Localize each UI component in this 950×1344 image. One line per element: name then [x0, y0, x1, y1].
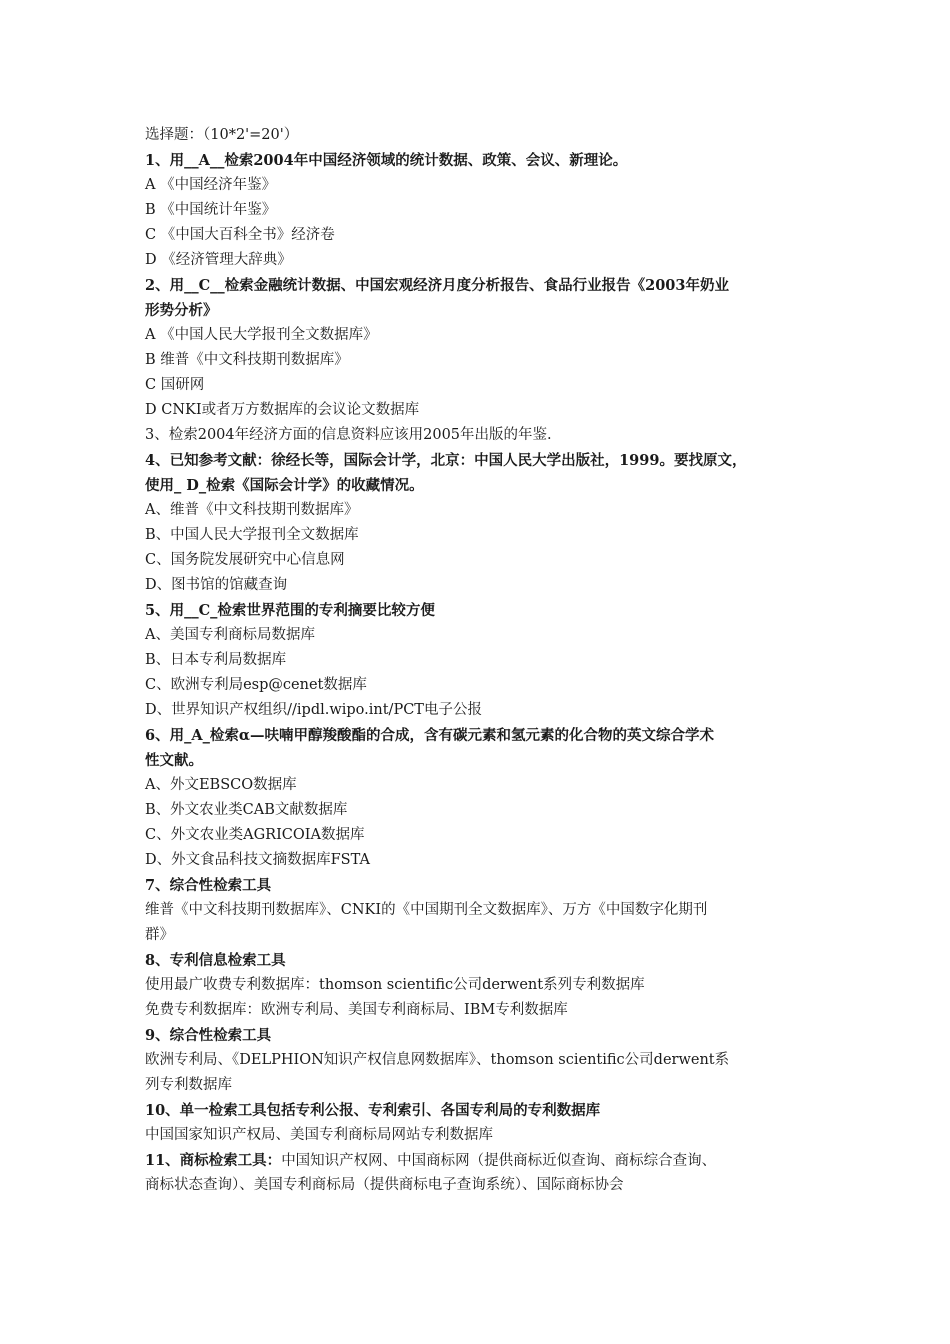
paragraph-line: A、维普《中文科技期刊数据库》: [145, 502, 359, 518]
paragraph-line: C、欧洲专利局esp@cenet数据库: [145, 677, 367, 693]
item-11-title: 11、商标检索工具：: [145, 1152, 282, 1169]
question-line: 9、综合性检索工具: [145, 1027, 272, 1044]
paragraph-line: D、图书馆的馆藏查询: [145, 577, 288, 593]
paragraph-line: 列专利数据库: [145, 1077, 232, 1093]
question-line: 7、综合性检索工具: [145, 877, 272, 894]
question-line: 6、用_A_检索α—呋喃甲醇羧酸酯的合成，含有碳元素和氢元素的化合物的英文综合学术: [145, 727, 714, 744]
paragraph-line: 维普《中文科技期刊数据库》、CNKI的《中国期刊全文数据库》、万方《中国数字化期刊: [145, 902, 708, 918]
paragraph-line: B、日本专利局数据库: [145, 652, 287, 668]
paragraph-line: A 《中国经济年鉴》: [145, 177, 277, 193]
paragraph-line: D、世界知识产权组织//ipdl.wipo.int/PCT电子公报: [145, 702, 482, 718]
question-line: 2、用__C__检索金融统计数据、中国宏观经济月度分析报告、食品行业报告《2003年奶业: [145, 277, 729, 294]
document-page: [145, 123, 815, 1198]
paragraph-line: B、外文农业类CAB文献数据库: [145, 802, 348, 818]
paragraph-line: C、外文农业类AGRICOIA数据库: [145, 827, 365, 843]
question-line: 形势分析》: [145, 302, 218, 319]
paragraph-line: B、中国人民大学报刊全文数据库: [145, 527, 359, 543]
paragraph-line: [145, 1148, 815, 1173]
paragraph-line: A、外文EBSCO数据库: [145, 777, 297, 793]
question-line: 性文献。: [145, 752, 203, 769]
paragraph-line: C 国研网: [145, 377, 205, 393]
paragraph-line: C 《中国大百科全书》经济卷: [145, 227, 335, 243]
paragraph-line: 商标状态查询）、美国专利商标局（提供商标电子查询系统）、国际商标协会: [145, 1177, 624, 1193]
document-body: [145, 123, 815, 1148]
question-line: 1、用__A__检索2004年中国经济领域的统计数据、政策、会议、新理论。: [145, 152, 628, 169]
paragraph-line: D、外文食品科技文摘数据库FSTA: [145, 852, 370, 868]
paragraph-line: 使用最广收费专利数据库：thomson scientific公司derwent系列专利数据库: [145, 977, 645, 993]
question-line: 5、用__C_检索世界范围的专利摘要比较方便: [145, 602, 435, 619]
paragraph-line: B 《中国统计年鉴》: [145, 202, 277, 218]
paragraph-line: D 《经济管理大辞典》: [145, 252, 292, 268]
paragraph-line: 欧洲专利局、《DELPHION知识产权信息网数据库》、thomson scientific公司derwent系: [145, 1052, 730, 1068]
question-line: 10、单一检索工具包括专利公报、专利索引、各国专利局的专利数据库: [145, 1102, 601, 1119]
question-line: 8、专利信息检索工具: [145, 952, 286, 969]
paragraph-line: B 维普《中文科技期刊数据库》: [145, 352, 349, 368]
paragraph-line: 选择题：（10*2'=20'）: [145, 127, 299, 143]
paragraph-line: 群》: [145, 927, 174, 943]
paragraph-line: C、国务院发展研究中心信息网: [145, 552, 345, 568]
paragraph-line: 中国国家知识产权局、美国专利商标局网站专利数据库: [145, 1127, 493, 1143]
paragraph-line: 免费专利数据库：欧洲专利局、美国专利商标局、IBM专利数据库: [145, 1002, 568, 1018]
item-11-text: 中国知识产权网、中国商标网（提供商标近似查询、商标综合查询、: [281, 1153, 717, 1169]
paragraph-line: A 《中国人民大学报刊全文数据库》: [145, 327, 378, 343]
paragraph-line: 3、检索2004年经济方面的信息资料应该用2005年出版的年鉴.: [145, 427, 552, 443]
paragraph-line: A、美国专利商标局数据库: [145, 627, 315, 643]
question-line: 使用_ D_检索《国际会计学》的收藏情况。: [145, 477, 424, 494]
paragraph-line: D CNKI或者万方数据库的会议论文数据库: [145, 402, 420, 418]
question-line: 4、已知参考文献：徐经长等，国际会计学，北京：中国人民大学出版社，1999。要找原文，: [145, 452, 747, 469]
